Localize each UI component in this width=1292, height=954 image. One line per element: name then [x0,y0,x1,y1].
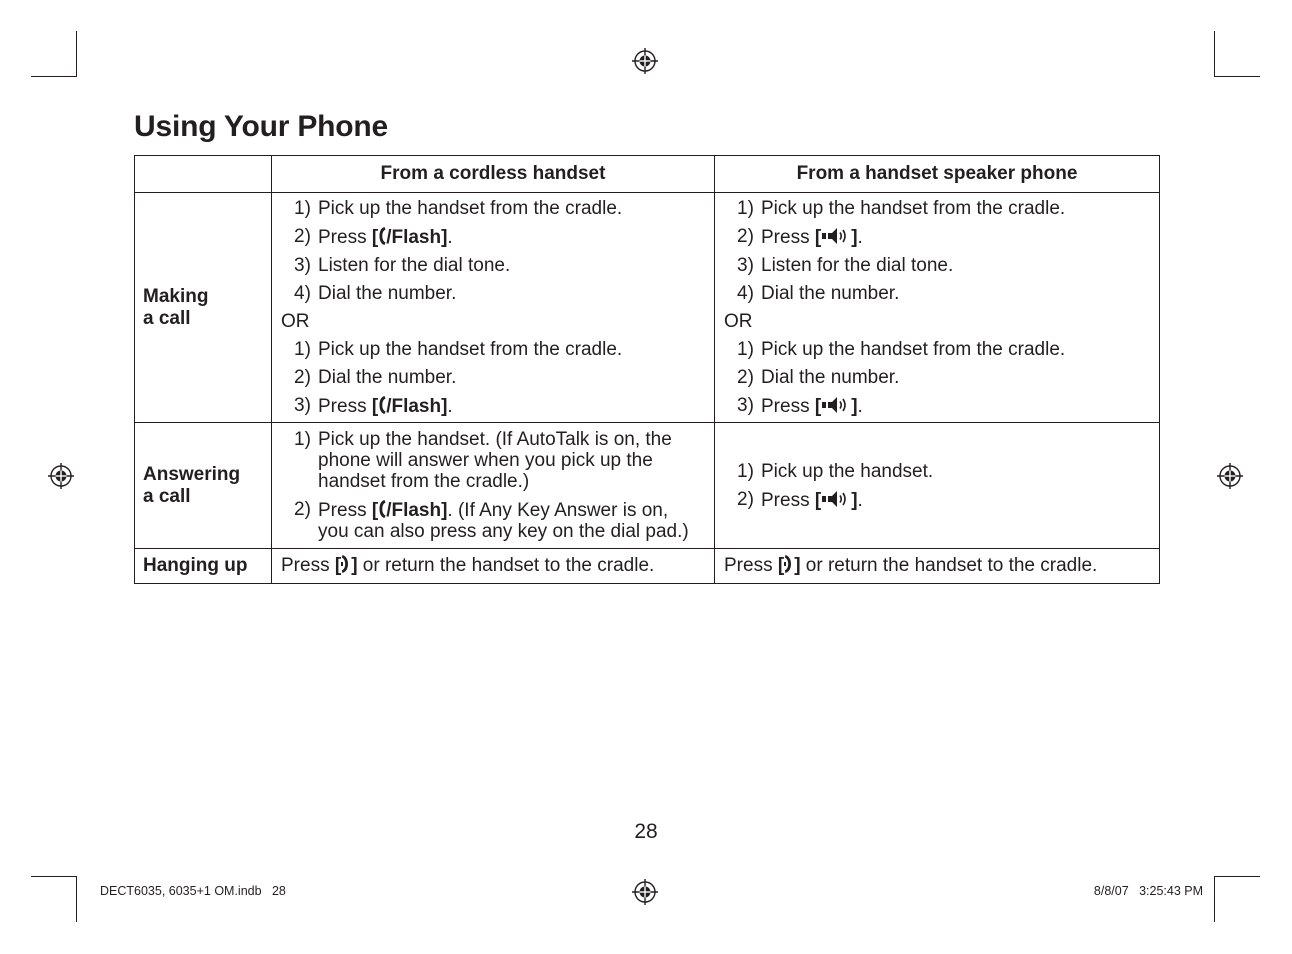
making-call-speaker-cell [715,193,1160,423]
list-item: 1) Pick up the handset from the cradle. [294,339,623,360]
list-item: 2) Dial the number. [294,367,457,388]
end-call-icon [784,554,794,574]
table-header-row [135,156,1160,193]
crop-mark-top-left-horizontal [31,76,77,77]
row-label-making-call [135,193,272,423]
speaker-icon [821,226,851,246]
speaker-icon [821,395,851,415]
hanging-up-speaker-cell: Press [ ] or return the handset to the cradle. [715,549,1160,584]
end-key: [ ] [777,555,801,576]
making-call-cordless-cell [272,193,715,423]
or-separator: OR [281,311,310,332]
table-row-hanging-up [135,549,1160,584]
speaker-key: [ ] [814,227,858,248]
crop-mark-bottom-left-horizontal [31,876,77,877]
registration-mark-icon [48,463,74,489]
crop-mark-top-left-vertical [76,31,77,77]
list-item: 1) Pick up the handset from the cradle. [737,198,1066,219]
list-item: 1) Pick up the handset. (If AutoTalk is on, the phone will answer when you pick up the handset from the cradle.) [294,429,672,492]
list-item: 2) Press [ ]. [737,488,863,511]
table-row-answering-call [135,423,1160,549]
talk-flash-handset-icon [378,499,386,519]
header-cordless-handset: From a cordless handset [272,156,715,193]
page-number: 28 [634,820,658,843]
crop-mark-bottom-right-horizontal [1214,876,1260,877]
list-item: 2) Press [ /Flash]. (If Any Key Answer is on, you can also press any key on the dial pad.) [294,499,689,542]
list-item: 2) Press [ /Flash]. [294,226,453,248]
speaker-key: [ ] [814,396,858,417]
registration-mark-icon [1217,463,1243,489]
usage-table [134,155,1160,584]
page-title: Using Your Phone [134,110,389,143]
registration-mark-icon [632,48,658,74]
end-key: [ ] [334,555,358,576]
answering-call-speaker-cell [715,423,1160,549]
footer-timestamp: 8/8/07 3:25:43 PM [1093,884,1203,898]
talk-flash-key: [ /Flash] [371,396,448,417]
row-label-line: Making [143,285,209,307]
header-blank [135,156,272,193]
speaker-key: [ ] [814,489,858,511]
crop-mark-bottom-right-vertical [1214,876,1215,922]
speaker-icon [821,489,851,509]
talk-flash-handset-icon [378,226,386,246]
list-item: 2) Press [ ]. [737,226,863,248]
row-label-line: a call [143,485,191,507]
registration-mark-icon [632,879,658,905]
talk-flash-key: [ /Flash] [371,227,448,248]
row-label-line: Answering [143,463,241,485]
end-call-icon [341,554,351,574]
list-item: 2) Dial the number. [737,367,900,388]
header-speaker-phone: From a handset speaker phone [715,156,1160,193]
talk-flash-handset-icon [378,395,386,415]
or-separator: OR [724,311,753,332]
list-item: 1) Pick up the handset from the cradle. [294,198,623,219]
crop-mark-bottom-left-vertical [76,876,77,922]
list-item: 1) Pick up the handset from the cradle. [737,339,1066,360]
list-item: 1) Pick up the handset. [737,460,934,482]
crop-mark-top-right-horizontal [1214,76,1260,77]
list-item: 3) Press [ /Flash]. [294,395,453,417]
list-item: 4) Dial the number. [294,283,457,304]
table-row-making-call [135,193,1160,423]
list-item: 3) Listen for the dial tone. [294,255,511,276]
list-item: 3) Listen for the dial tone. [737,255,954,276]
list-item: 4) Dial the number. [737,283,900,304]
row-label-line: a call [143,307,191,329]
footer-file-info: DECT6035, 6035+1 OM.indb 28 [100,884,286,898]
hanging-up-cordless-cell: Press [ ] or return the handset to the cradle. [272,549,715,584]
row-label-answering-call [135,423,272,549]
row-label-hanging-up: Hanging up [135,549,272,584]
talk-flash-key: [ /Flash] [371,500,448,521]
crop-mark-top-right-vertical [1214,31,1215,77]
list-item: 3) Press [ ]. [737,395,863,417]
answering-call-cordless-cell [272,423,715,549]
